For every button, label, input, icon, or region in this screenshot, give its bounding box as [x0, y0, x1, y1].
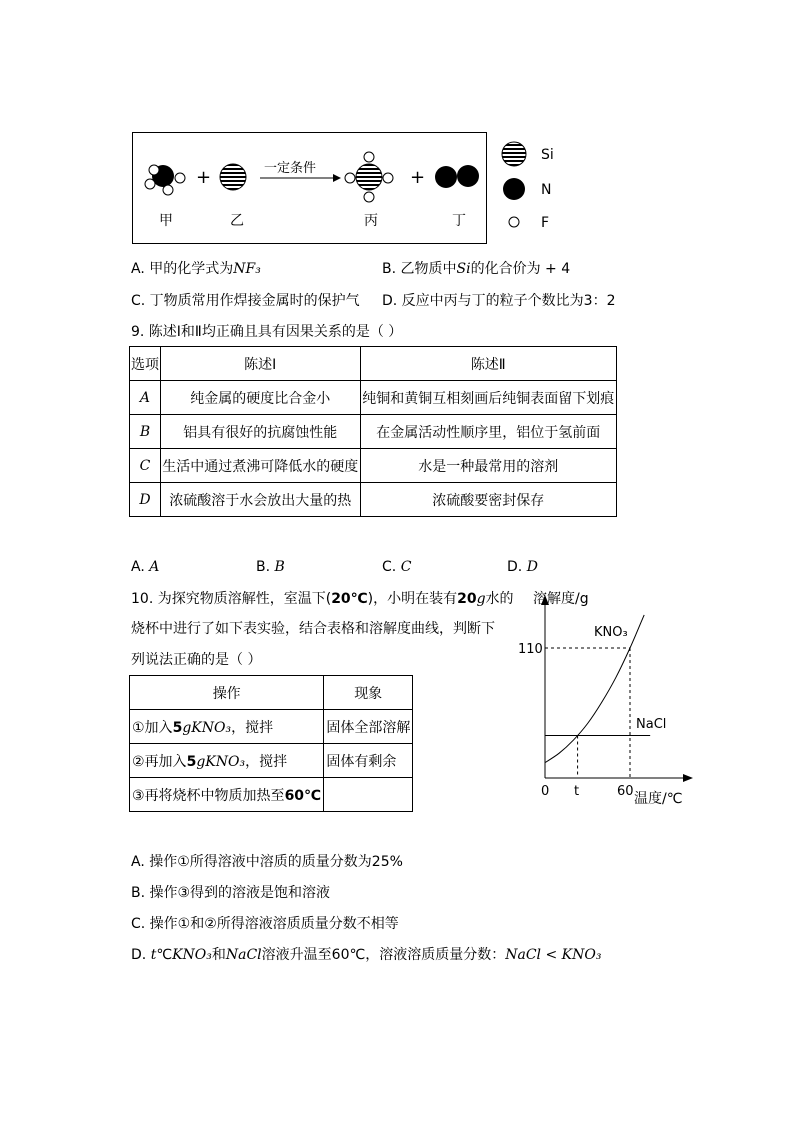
arrow-label: 一定条件	[264, 161, 317, 176]
table-header-s2: 陈述Ⅱ	[360, 347, 616, 381]
q10-stem-line1: 10. 为探究物质溶解性，室温下(20℃)，小明在装有20g水的	[131, 591, 514, 607]
table-cell-s2: 在金属活动性顺序里，铝位于氢前面	[360, 415, 616, 449]
q10-option-a: A. 操作①所得溶液中溶质的质量分数为25%	[131, 854, 403, 870]
label-bing: 丙	[364, 213, 378, 229]
legend-si-label: Si	[541, 147, 554, 163]
legend-n-label: N	[541, 182, 552, 198]
q10-option-c: C. 操作①和②所得溶液溶质质量分数不相等	[131, 916, 399, 932]
series-label-kno3: KNO₃	[594, 625, 628, 640]
molecule-ding	[435, 165, 479, 188]
table-row	[130, 449, 617, 483]
reaction-diagram	[0, 0, 794, 260]
x-tick-0: 0	[541, 784, 550, 799]
q9-answer-d: D. D	[507, 559, 538, 575]
q10-table	[129, 675, 413, 812]
plus-sign-2: +	[410, 167, 426, 188]
legend-si-icon	[502, 142, 526, 166]
table-cell-phenomenon: 固体有剩余	[324, 744, 413, 778]
q9-answer-c: C. C	[382, 559, 412, 575]
table-cell-s1: 浓硫酸溶于水会放出大量的热	[160, 483, 360, 517]
x-tick-60: 60	[617, 784, 634, 799]
legend	[502, 142, 526, 227]
table-cell-s2: 水是一种最常用的溶剂	[360, 449, 616, 483]
table-header-phenomenon: 现象	[324, 676, 413, 710]
q9-table	[129, 346, 617, 517]
q10-option-d: D. t℃KNO₃和NaCl溶液升温至60℃，溶液溶质质量分数：NaCl < KNO₃	[131, 947, 602, 963]
molecule-yi	[220, 164, 246, 190]
q8-option-c: C. 丁物质常用作焊接金属时的保护气	[131, 293, 360, 309]
table-header-row	[130, 676, 413, 710]
table-cell-option: C	[130, 449, 161, 483]
table-header-row	[130, 347, 617, 381]
q10-option-b: B. 操作③得到的溶液是饱和溶液	[131, 885, 331, 901]
x-axis-arrow-icon	[683, 774, 693, 782]
legend-n-icon	[503, 178, 525, 200]
x-axis-label: 温度/℃	[634, 791, 683, 807]
table-cell-operation: ①加入5gKNO₃，搅拌	[130, 710, 324, 744]
q8-option-a: A. 甲的化学式为NF₃	[131, 261, 261, 277]
y-axis-label: 溶解度/g	[533, 591, 589, 607]
q9-answer-b: B. B	[256, 559, 285, 575]
solubility-chart	[510, 585, 710, 815]
label-jia: 甲	[159, 213, 173, 229]
table-cell-option: A	[130, 381, 161, 415]
table-cell-s1: 铝具有很好的抗腐蚀性能	[160, 415, 360, 449]
label-yi: 乙	[230, 213, 244, 229]
table-cell-phenomenon	[324, 778, 413, 812]
legend-f-label: F	[541, 215, 550, 231]
table-cell-option: D	[130, 483, 161, 517]
table-row	[130, 415, 617, 449]
q10-stem-line3: 列说法正确的是（ ）	[131, 652, 262, 668]
q9-stem: 9. 陈述Ⅰ和Ⅱ均正确且具有因果关系的是（ ）	[131, 324, 403, 340]
table-cell-operation: ③再将烧杯中物质加热至60℃	[130, 778, 324, 812]
table-row	[130, 778, 413, 812]
table-row	[130, 483, 617, 517]
chart-axes	[541, 595, 693, 782]
table-cell-operation: ②再加入5gKNO₃，搅拌	[130, 744, 324, 778]
table-cell-option: B	[130, 415, 161, 449]
label-ding: 丁	[452, 213, 466, 229]
y-tick-110: 110	[518, 642, 543, 657]
table-cell-s1: 纯金属的硬度比合金小	[160, 381, 360, 415]
table-cell-s2: 浓硫酸要密封保存	[360, 483, 616, 517]
table-header-s1: 陈述Ⅰ	[160, 347, 360, 381]
q8-option-d: D. 反应中丙与丁的粒子个数比为3：2	[382, 293, 616, 309]
molecule-bing	[345, 152, 393, 202]
q8-option-b: B. 乙物质中Si的化合价为 + 4	[382, 261, 571, 277]
table-header-option: 选项	[130, 347, 161, 381]
molecule-jia	[145, 165, 185, 195]
q9-answer-a: A. A	[131, 559, 160, 575]
q10-stem-line2: 烧杯中进行了如下表实验，结合表格和溶解度曲线，判断下	[131, 621, 495, 637]
series-label-nacl: NaCl	[636, 717, 667, 732]
table-row	[130, 710, 413, 744]
table-cell-phenomenon: 固体全部溶解	[324, 710, 413, 744]
table-cell-s2: 纯铜和黄铜互相刻画后纯铜表面留下划痕	[360, 381, 616, 415]
x-tick-t: t	[574, 784, 580, 799]
table-header-operation: 操作	[130, 676, 324, 710]
table-cell-s1: 生活中通过煮沸可降低水的硬度	[160, 449, 360, 483]
legend-f-icon	[509, 217, 519, 227]
table-row	[130, 381, 617, 415]
plus-sign-1: +	[196, 167, 212, 188]
table-row	[130, 744, 413, 778]
